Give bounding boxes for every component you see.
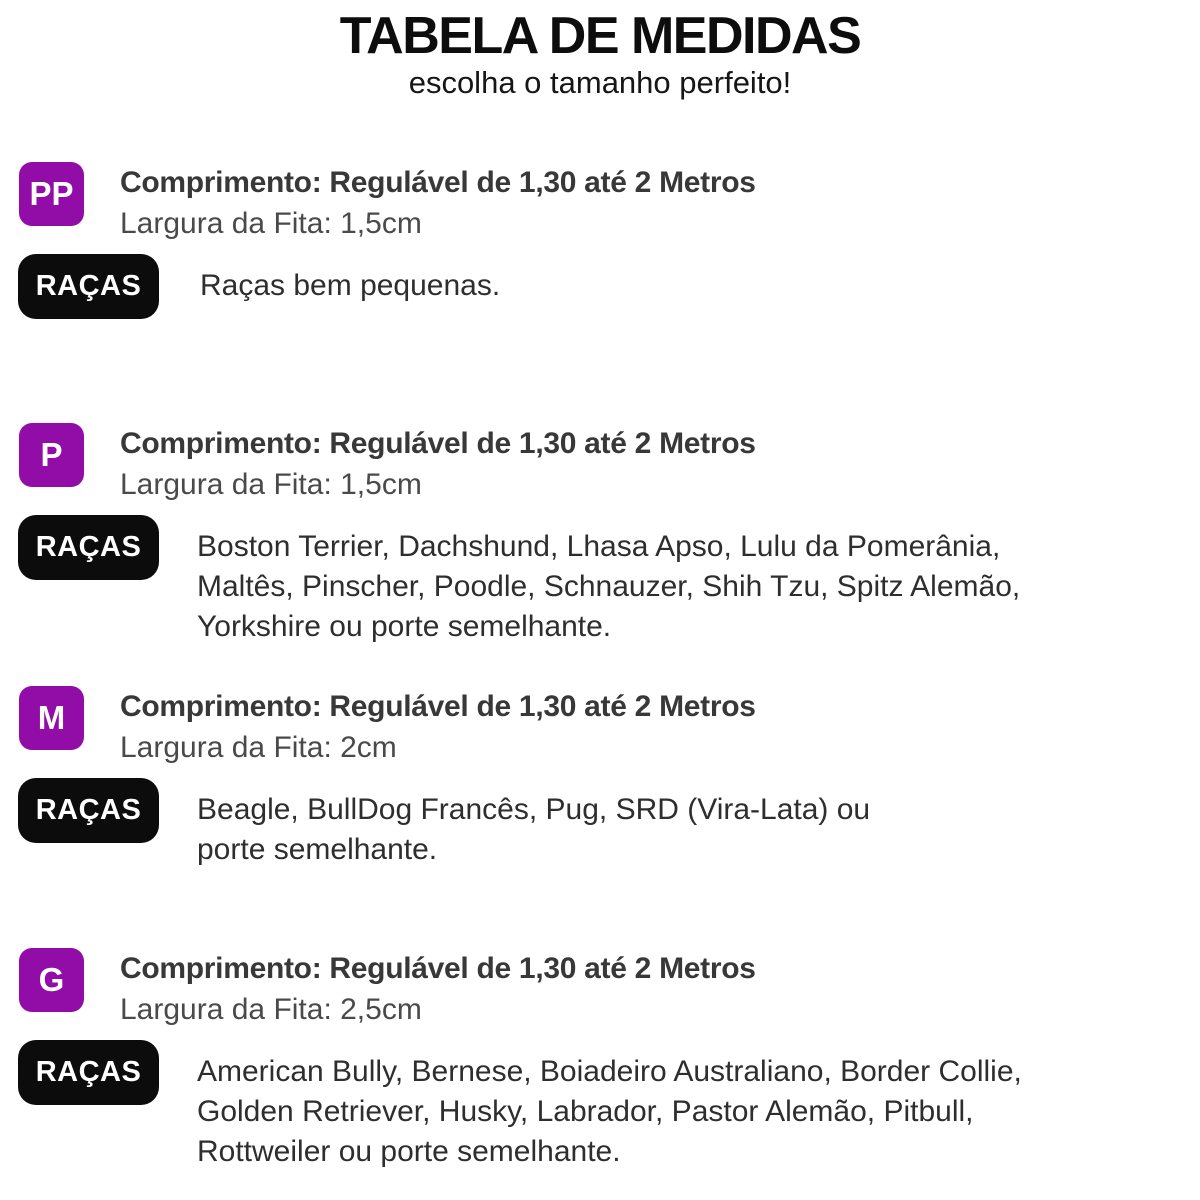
size-badge-p — [19, 423, 84, 487]
size-badge-label: M — [37, 699, 66, 736]
breeds-badge-label: RAÇAS — [35, 270, 142, 302]
size-badge-label: P — [40, 436, 63, 473]
breeds-badge — [18, 515, 159, 580]
breed-line: Yorkshire ou porte semelhante. — [197, 610, 612, 643]
measurements-text — [120, 687, 756, 768]
breeds-badge-label: RAÇAS — [35, 794, 142, 826]
measurements-text — [120, 424, 756, 505]
breed-line: American Bully, Bernese, Boiadeiro Australiano, Border Collie, — [197, 1055, 1022, 1088]
breeds-badge — [18, 778, 159, 843]
breeds-text — [200, 266, 1180, 306]
size-badge-m — [19, 686, 84, 750]
page-title: TABELA DE MEDIDAS — [339, 7, 861, 65]
breeds-text — [197, 527, 1177, 647]
length-text: Comprimento: Regulável de 1,30 até 2 Metros — [120, 690, 756, 723]
size-badge-label: PP — [29, 175, 74, 212]
page-subtitle: escolha o tamanho perfeito! — [408, 65, 792, 100]
size-badge-pp — [19, 162, 84, 226]
breed-line: Beagle, BullDog Francês, Pug, SRD (Vira-Lata) ou — [197, 793, 871, 826]
breed-line: Maltês, Pinscher, Poodle, Schnauzer, Shih Tzu, Spitz Alemão, — [197, 570, 1021, 603]
size-badge-g — [19, 948, 84, 1012]
breeds-text — [197, 1052, 1177, 1172]
breeds-badge-label: RAÇAS — [35, 1056, 142, 1088]
breeds-badge-label: RAÇAS — [35, 531, 142, 563]
strap-width-text: Largura da Fita: 1,5cm — [120, 207, 422, 240]
breeds-text — [197, 790, 1177, 870]
breed-line: porte semelhante. — [197, 833, 438, 866]
length-text: Comprimento: Regulável de 1,30 até 2 Metros — [120, 166, 756, 199]
measurements-text — [120, 949, 756, 1030]
breed-line: Boston Terrier, Dachshund, Lhasa Apso, Lulu da Pomerânia, — [197, 530, 1001, 563]
breeds-badge — [18, 254, 159, 319]
breed-line: Golden Retriever, Husky, Labrador, Pastor Alemão, Pitbull, — [197, 1095, 974, 1128]
measurements-text — [120, 163, 756, 244]
strap-width-text: Largura da Fita: 1,5cm — [120, 468, 422, 501]
strap-width-text: Largura da Fita: 2,5cm — [120, 993, 422, 1026]
strap-width-text: Largura da Fita: 2cm — [120, 731, 397, 764]
length-text: Comprimento: Regulável de 1,30 até 2 Metros — [120, 952, 756, 985]
length-text: Comprimento: Regulável de 1,30 até 2 Metros — [120, 427, 756, 460]
size-badge-label: G — [38, 961, 65, 998]
breed-line: Raças bem pequenas. — [200, 269, 501, 302]
breed-line: Rottweiler ou porte semelhante. — [197, 1135, 621, 1168]
breeds-badge — [18, 1040, 159, 1105]
